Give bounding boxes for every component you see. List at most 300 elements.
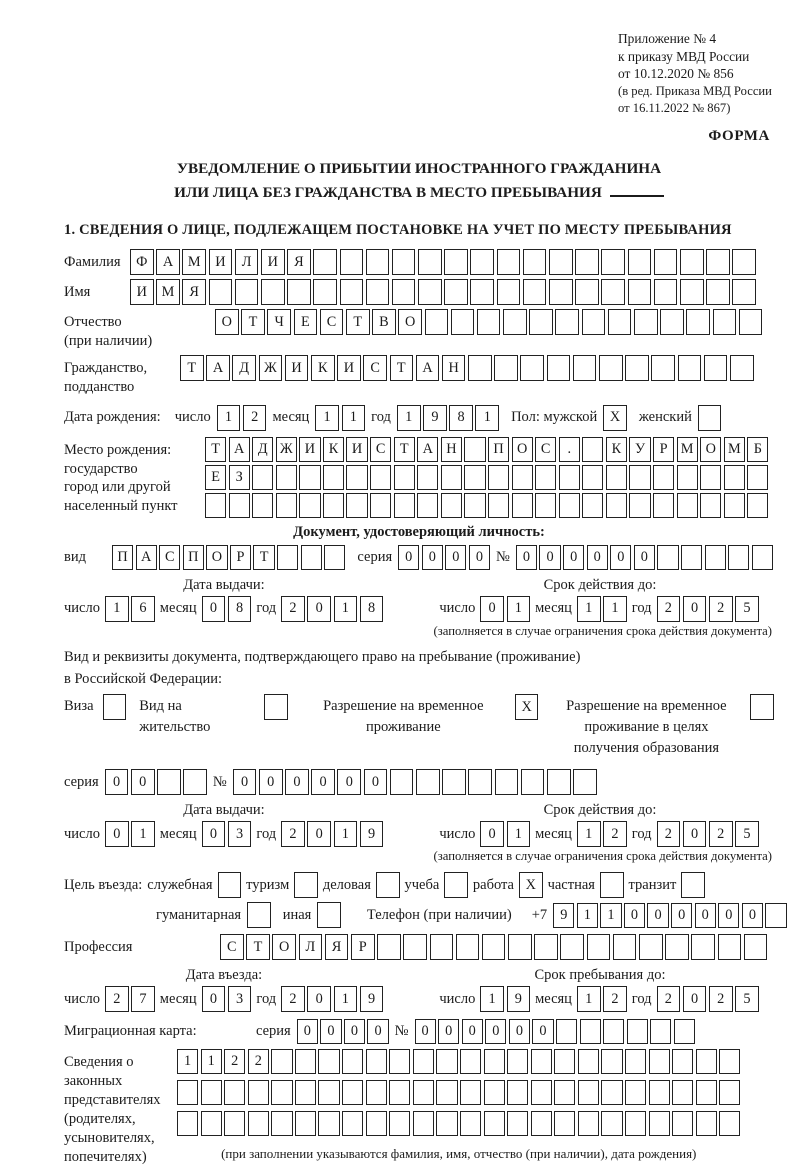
form-cell[interactable] (529, 309, 553, 335)
form-cell[interactable] (444, 249, 468, 275)
form-cell[interactable] (441, 465, 462, 490)
form-cell[interactable] (728, 545, 749, 570)
form-cell[interactable]: М (182, 249, 206, 275)
form-cell[interactable] (601, 1049, 622, 1074)
form-cell[interactable] (366, 279, 390, 305)
representatives-cells-row1[interactable] (177, 1049, 740, 1074)
form-cell[interactable] (580, 1019, 601, 1044)
form-cell[interactable] (201, 1111, 222, 1136)
form-cell[interactable] (464, 437, 485, 462)
representatives-cells-row3[interactable] (177, 1111, 740, 1136)
form-cell[interactable] (523, 279, 547, 305)
form-cell[interactable]: Т (394, 437, 415, 462)
form-cell[interactable] (508, 934, 532, 960)
birth-month-cells[interactable] (315, 405, 365, 431)
form-cell[interactable] (582, 493, 603, 518)
form-cell[interactable]: Л (299, 934, 323, 960)
form-cell[interactable]: С (370, 437, 391, 462)
purpose-tourism-checkbox[interactable] (294, 872, 318, 898)
form-cell[interactable] (573, 769, 597, 795)
form-cell[interactable] (299, 465, 320, 490)
form-cell[interactable] (686, 309, 710, 335)
phone-cells[interactable] (553, 903, 786, 928)
form-cell[interactable]: 2 (224, 1049, 245, 1074)
form-cell[interactable] (765, 903, 786, 928)
form-cell[interactable] (417, 493, 438, 518)
form-cell[interactable]: О (398, 309, 422, 335)
form-cell[interactable]: 0 (415, 1019, 436, 1044)
form-cell[interactable] (732, 249, 756, 275)
purpose-other-checkbox[interactable] (317, 902, 341, 928)
form-cell[interactable] (436, 1049, 457, 1074)
form-cell[interactable]: Н (441, 437, 462, 462)
form-cell[interactable]: 2 (603, 986, 627, 1012)
form-cell[interactable] (573, 355, 597, 381)
form-cell[interactable] (205, 493, 226, 518)
form-cell[interactable]: И (337, 355, 361, 381)
form-cell[interactable]: 2 (603, 821, 627, 847)
form-cell[interactable]: 0 (398, 545, 419, 570)
form-cell[interactable]: А (206, 355, 230, 381)
form-cell[interactable] (177, 1111, 198, 1136)
form-cell[interactable] (547, 769, 571, 795)
form-cell[interactable] (660, 309, 684, 335)
form-cell[interactable]: 2 (709, 596, 733, 622)
form-cell[interactable]: 0 (131, 769, 155, 795)
form-cell[interactable] (559, 465, 580, 490)
form-cell[interactable] (512, 493, 533, 518)
form-cell[interactable]: 0 (422, 545, 443, 570)
form-cell[interactable]: И (346, 437, 367, 462)
form-cell[interactable]: 8 (360, 596, 384, 622)
form-cell[interactable]: 1 (201, 1049, 222, 1074)
form-cell[interactable]: Е (205, 465, 226, 490)
form-cell[interactable] (436, 1111, 457, 1136)
birthplace-cells-row1[interactable] (205, 437, 768, 462)
form-cell[interactable]: 1 (131, 821, 155, 847)
form-cell[interactable] (719, 1111, 740, 1136)
form-cell[interactable]: П (488, 437, 509, 462)
form-cell[interactable] (706, 279, 730, 305)
form-cell[interactable]: О (215, 309, 239, 335)
form-cell[interactable] (342, 1049, 363, 1074)
form-cell[interactable]: 0 (202, 986, 226, 1012)
form-cell[interactable] (559, 493, 580, 518)
form-cell[interactable]: 1 (334, 986, 358, 1012)
form-cell[interactable] (578, 1080, 599, 1105)
form-cell[interactable] (340, 249, 364, 275)
form-cell[interactable]: 0 (311, 769, 335, 795)
form-cell[interactable] (430, 934, 454, 960)
form-cell[interactable]: Т (346, 309, 370, 335)
form-cell[interactable]: 1 (105, 596, 129, 622)
form-cell[interactable] (484, 1080, 505, 1105)
form-cell[interactable] (549, 249, 573, 275)
form-cell[interactable]: 3 (228, 986, 252, 1012)
form-cell[interactable] (451, 309, 475, 335)
form-cell[interactable]: 0 (516, 545, 537, 570)
form-cell[interactable]: И (130, 279, 154, 305)
form-cell[interactable] (342, 1080, 363, 1105)
form-cell[interactable] (628, 249, 652, 275)
form-cell[interactable] (625, 1080, 646, 1105)
form-cell[interactable]: Д (232, 355, 256, 381)
form-cell[interactable] (224, 1080, 245, 1105)
form-cell[interactable] (554, 1080, 575, 1105)
form-cell[interactable] (629, 465, 650, 490)
form-cell[interactable]: 0 (202, 596, 226, 622)
form-cell[interactable]: 1 (577, 821, 601, 847)
form-cell[interactable] (531, 1111, 552, 1136)
form-cell[interactable] (653, 465, 674, 490)
form-cell[interactable] (177, 1080, 198, 1105)
form-cell[interactable]: 0 (469, 545, 490, 570)
form-cell[interactable] (535, 465, 556, 490)
form-cell[interactable] (436, 1080, 457, 1105)
form-cell[interactable] (366, 1080, 387, 1105)
form-cell[interactable]: 2 (243, 405, 267, 431)
form-cell[interactable] (700, 493, 721, 518)
form-cell[interactable] (672, 1080, 693, 1105)
form-cell[interactable]: 0 (683, 821, 707, 847)
form-cell[interactable]: 0 (539, 545, 560, 570)
form-cell[interactable] (441, 493, 462, 518)
form-cell[interactable] (295, 1111, 316, 1136)
form-cell[interactable]: 0 (671, 903, 692, 928)
form-cell[interactable]: И (209, 249, 233, 275)
form-cell[interactable] (460, 1111, 481, 1136)
form-cell[interactable] (276, 493, 297, 518)
form-cell[interactable]: Д (252, 437, 273, 462)
form-cell[interactable] (301, 545, 322, 570)
form-cell[interactable]: 9 (507, 986, 531, 1012)
form-cell[interactable]: Я (325, 934, 349, 960)
form-cell[interactable] (342, 1111, 363, 1136)
form-cell[interactable]: 0 (480, 596, 504, 622)
form-cell[interactable] (299, 493, 320, 518)
form-cell[interactable] (718, 934, 742, 960)
form-cell[interactable]: 1 (507, 596, 531, 622)
form-cell[interactable] (366, 1111, 387, 1136)
form-cell[interactable] (582, 437, 603, 462)
form-cell[interactable] (665, 934, 689, 960)
form-cell[interactable] (252, 465, 273, 490)
form-cell[interactable] (606, 465, 627, 490)
id-valid-day-cells[interactable] (480, 596, 530, 622)
form-cell[interactable]: Р (230, 545, 251, 570)
form-cell[interactable]: 0 (462, 1019, 483, 1044)
form-cell[interactable]: 2 (281, 986, 305, 1012)
form-cell[interactable]: 0 (683, 596, 707, 622)
form-cell[interactable] (392, 249, 416, 275)
form-cell[interactable] (601, 249, 625, 275)
form-cell[interactable] (629, 493, 650, 518)
form-cell[interactable]: 1 (334, 596, 358, 622)
form-cell[interactable]: И (261, 249, 285, 275)
form-cell[interactable]: К (606, 437, 627, 462)
form-cell[interactable]: 0 (344, 1019, 365, 1044)
form-cell[interactable] (295, 1080, 316, 1105)
form-cell[interactable] (681, 545, 702, 570)
form-cell[interactable]: И (285, 355, 309, 381)
form-cell[interactable]: 1 (577, 596, 601, 622)
form-cell[interactable] (201, 1080, 222, 1105)
form-cell[interactable]: Т (253, 545, 274, 570)
form-cell[interactable] (464, 465, 485, 490)
form-cell[interactable] (587, 934, 611, 960)
form-cell[interactable]: 0 (202, 821, 226, 847)
form-cell[interactable] (747, 493, 768, 518)
form-cell[interactable]: 2 (281, 596, 305, 622)
form-cell[interactable] (625, 355, 649, 381)
form-cell[interactable]: 0 (485, 1019, 506, 1044)
form-cell[interactable] (613, 934, 637, 960)
form-cell[interactable]: 2 (709, 821, 733, 847)
form-cell[interactable] (628, 279, 652, 305)
form-cell[interactable]: 0 (105, 821, 129, 847)
purpose-transit-checkbox[interactable] (681, 872, 705, 898)
form-cell[interactable] (700, 465, 721, 490)
form-cell[interactable] (389, 1049, 410, 1074)
form-cell[interactable]: 0 (367, 1019, 388, 1044)
citizenship-cells[interactable] (180, 355, 754, 381)
form-cell[interactable] (556, 1019, 577, 1044)
form-cell[interactable]: 9 (553, 903, 574, 928)
form-cell[interactable]: 0 (307, 596, 331, 622)
form-cell[interactable] (649, 1049, 670, 1074)
form-cell[interactable] (413, 1111, 434, 1136)
form-cell[interactable]: 6 (131, 596, 155, 622)
form-cell[interactable]: 0 (297, 1019, 318, 1044)
form-cell[interactable]: 3 (228, 821, 252, 847)
form-cell[interactable]: 0 (438, 1019, 459, 1044)
form-cell[interactable] (691, 934, 715, 960)
stay-until-day-cells[interactable] (480, 986, 530, 1012)
form-cell[interactable]: М (724, 437, 745, 462)
stay-valid-day-cells[interactable] (480, 821, 530, 847)
form-cell[interactable] (271, 1111, 292, 1136)
form-cell[interactable] (495, 769, 519, 795)
form-cell[interactable] (497, 279, 521, 305)
form-cell[interactable]: С (320, 309, 344, 335)
form-cell[interactable]: Ж (276, 437, 297, 462)
form-cell[interactable]: 1 (315, 405, 339, 431)
form-cell[interactable]: 0 (259, 769, 283, 795)
form-cell[interactable] (672, 1111, 693, 1136)
birthplace-cells-row2[interactable] (205, 465, 768, 490)
form-cell[interactable]: 0 (364, 769, 388, 795)
form-cell[interactable] (413, 1080, 434, 1105)
form-cell[interactable]: Н (442, 355, 466, 381)
form-cell[interactable] (494, 355, 518, 381)
form-cell[interactable]: . (559, 437, 580, 462)
form-cell[interactable]: 9 (360, 821, 384, 847)
form-cell[interactable] (271, 1080, 292, 1105)
form-cell[interactable] (625, 1111, 646, 1136)
form-cell[interactable]: С (535, 437, 556, 462)
form-cell[interactable] (470, 279, 494, 305)
form-cell[interactable]: П (183, 545, 204, 570)
form-cell[interactable] (444, 279, 468, 305)
form-cell[interactable] (488, 465, 509, 490)
form-cell[interactable] (578, 1049, 599, 1074)
form-cell[interactable]: Т (180, 355, 204, 381)
form-cell[interactable] (554, 1049, 575, 1074)
form-cell[interactable] (696, 1049, 717, 1074)
stay-issue-day-cells[interactable] (105, 821, 155, 847)
form-cell[interactable]: 1 (342, 405, 366, 431)
form-cell[interactable]: А (229, 437, 250, 462)
form-cell[interactable]: 0 (587, 545, 608, 570)
form-cell[interactable] (416, 769, 440, 795)
form-cell[interactable]: В (372, 309, 396, 335)
form-cell[interactable] (497, 249, 521, 275)
form-cell[interactable] (418, 249, 442, 275)
form-cell[interactable] (531, 1049, 552, 1074)
form-cell[interactable]: 1 (507, 821, 531, 847)
form-cell[interactable] (157, 769, 181, 795)
form-cell[interactable]: Р (653, 437, 674, 462)
form-cell[interactable] (370, 493, 391, 518)
form-cell[interactable]: 1 (600, 903, 621, 928)
form-cell[interactable]: 2 (281, 821, 305, 847)
form-cell[interactable] (578, 1111, 599, 1136)
form-cell[interactable] (442, 769, 466, 795)
form-cell[interactable] (477, 309, 501, 335)
form-cell[interactable]: А (417, 437, 438, 462)
surname-cells[interactable] (130, 249, 756, 275)
form-cell[interactable] (460, 1049, 481, 1074)
form-cell[interactable] (209, 279, 233, 305)
form-cell[interactable] (392, 279, 416, 305)
form-cell[interactable]: М (156, 279, 180, 305)
form-cell[interactable] (468, 769, 492, 795)
form-cell[interactable] (639, 934, 663, 960)
form-cell[interactable] (346, 493, 367, 518)
form-cell[interactable] (606, 493, 627, 518)
form-cell[interactable]: М (677, 437, 698, 462)
form-cell[interactable] (719, 1080, 740, 1105)
form-cell[interactable] (512, 465, 533, 490)
entry-day-cells[interactable] (105, 986, 155, 1012)
form-cell[interactable]: 2 (657, 596, 681, 622)
temp-residence-checkbox[interactable]: X (515, 694, 539, 720)
form-cell[interactable]: 1 (334, 821, 358, 847)
form-cell[interactable]: 5 (735, 596, 759, 622)
form-cell[interactable]: 0 (683, 986, 707, 1012)
form-cell[interactable] (651, 355, 675, 381)
stay-issue-year-cells[interactable] (281, 821, 383, 847)
form-cell[interactable] (599, 355, 623, 381)
form-cell[interactable] (724, 465, 745, 490)
form-cell[interactable]: 0 (742, 903, 763, 928)
form-cell[interactable]: 0 (532, 1019, 553, 1044)
form-cell[interactable]: 8 (449, 405, 473, 431)
form-cell[interactable] (418, 279, 442, 305)
birth-year-cells[interactable] (397, 405, 499, 431)
female-checkbox[interactable] (698, 405, 722, 431)
form-cell[interactable] (340, 279, 364, 305)
form-cell[interactable] (531, 1080, 552, 1105)
form-cell[interactable]: 0 (337, 769, 361, 795)
male-checkbox[interactable]: X (603, 405, 627, 431)
form-cell[interactable] (389, 1080, 410, 1105)
form-cell[interactable] (235, 279, 259, 305)
form-cell[interactable]: 2 (657, 821, 681, 847)
form-cell[interactable] (252, 493, 273, 518)
form-cell[interactable] (366, 249, 390, 275)
form-cell[interactable] (484, 1111, 505, 1136)
form-cell[interactable]: 0 (285, 769, 309, 795)
form-cell[interactable] (680, 249, 704, 275)
form-cell[interactable]: Я (182, 279, 206, 305)
form-cell[interactable] (507, 1080, 528, 1105)
form-cell[interactable] (413, 1049, 434, 1074)
form-cell[interactable] (653, 493, 674, 518)
form-cell[interactable]: 0 (695, 903, 716, 928)
form-cell[interactable]: Е (294, 309, 318, 335)
form-cell[interactable] (547, 355, 571, 381)
form-cell[interactable]: К (323, 437, 344, 462)
form-cell[interactable] (744, 934, 768, 960)
form-cell[interactable]: 0 (105, 769, 129, 795)
representatives-cells-row2[interactable] (177, 1080, 740, 1105)
form-cell[interactable]: 2 (709, 986, 733, 1012)
form-cell[interactable] (601, 1080, 622, 1105)
form-cell[interactable] (601, 279, 625, 305)
form-cell[interactable] (224, 1111, 245, 1136)
form-cell[interactable]: А (156, 249, 180, 275)
form-cell[interactable] (634, 309, 658, 335)
form-cell[interactable] (318, 1080, 339, 1105)
form-cell[interactable] (394, 465, 415, 490)
purpose-work-checkbox[interactable]: X (519, 872, 543, 898)
form-cell[interactable]: Т (390, 355, 414, 381)
form-cell[interactable] (654, 279, 678, 305)
form-cell[interactable] (248, 1080, 269, 1105)
form-cell[interactable] (370, 465, 391, 490)
form-cell[interactable] (650, 1019, 671, 1044)
form-cell[interactable]: 0 (610, 545, 631, 570)
form-cell[interactable] (271, 1049, 292, 1074)
form-cell[interactable] (389, 1111, 410, 1136)
stay-valid-year-cells[interactable] (657, 821, 759, 847)
id-doc-number-cells[interactable] (516, 545, 773, 570)
form-cell[interactable] (672, 1049, 693, 1074)
profession-cells[interactable] (220, 934, 767, 960)
purpose-private-checkbox[interactable] (600, 872, 624, 898)
form-cell[interactable] (366, 1049, 387, 1074)
form-cell[interactable] (534, 934, 558, 960)
form-cell[interactable]: Л (235, 249, 259, 275)
id-valid-month-cells[interactable] (577, 596, 627, 622)
form-cell[interactable] (346, 465, 367, 490)
form-cell[interactable] (603, 1019, 624, 1044)
form-cell[interactable] (696, 1080, 717, 1105)
form-cell[interactable] (535, 493, 556, 518)
form-cell[interactable] (318, 1111, 339, 1136)
form-cell[interactable]: Ж (259, 355, 283, 381)
form-cell[interactable] (470, 249, 494, 275)
form-cell[interactable] (507, 1111, 528, 1136)
visa-checkbox[interactable] (103, 694, 127, 720)
id-issue-month-cells[interactable] (202, 596, 252, 622)
form-cell[interactable]: Ф (130, 249, 154, 275)
stay-doc-series-cells[interactable] (105, 769, 207, 795)
residence-permit-checkbox[interactable] (264, 694, 288, 720)
form-cell[interactable] (377, 934, 401, 960)
form-cell[interactable] (484, 1049, 505, 1074)
